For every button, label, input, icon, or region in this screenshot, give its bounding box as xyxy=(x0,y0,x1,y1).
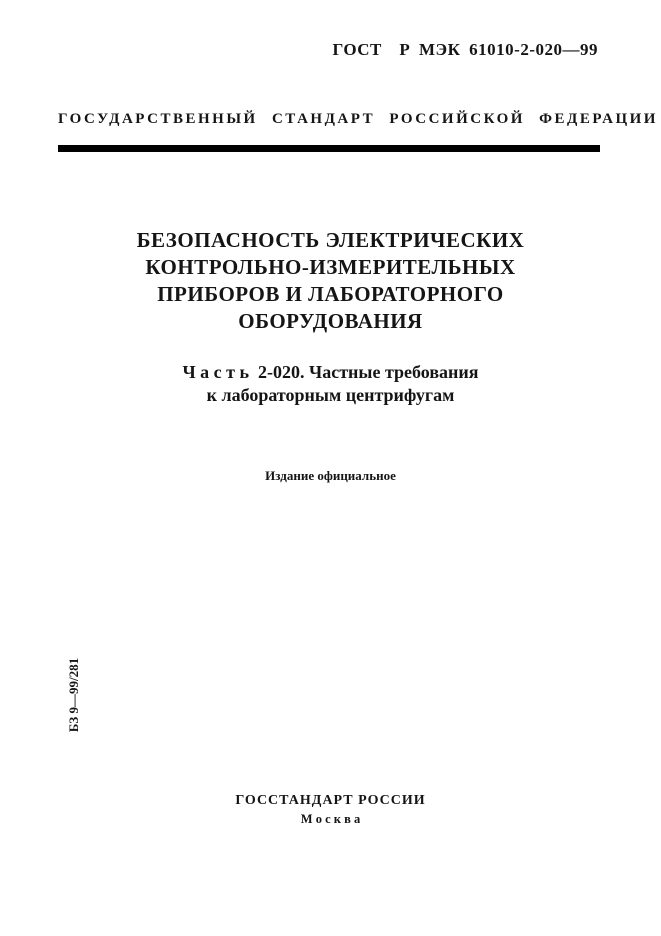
publisher-name: ГОССТАНДАРТ РОССИИ xyxy=(235,793,426,808)
publisher-city: М о с к в а xyxy=(300,812,361,826)
main-title-line: ОБОРУДОВАНИЯ xyxy=(238,309,423,333)
main-title-line: БЕЗОПАСНОСТЬ ЭЛЕКТРИЧЕСКИХ xyxy=(136,228,525,252)
doc-number: ГОСТ Р МЭК 61010-2-020—99 xyxy=(332,40,598,59)
header-band: ГОСУДАРСТВЕННЫЙ СТАНДАРТ РОССИЙСКОЙ ФЕДЕРАЦИИ xyxy=(58,111,658,127)
part-subtitle-line: к лабораторным центрифугам xyxy=(206,385,455,405)
main-title-line: ПРИБОРОВ И ЛАБОРАТОРНОГО xyxy=(157,282,504,306)
horizontal-rule xyxy=(58,145,600,152)
edition-note: Издание официальное xyxy=(265,468,396,483)
main-title xyxy=(0,227,661,335)
side-registration-code: БЗ 9—99/281 xyxy=(66,657,81,733)
main-title-line: КОНТРОЛЬНО-ИЗМЕРИТЕЛЬНЫХ xyxy=(145,255,516,279)
part-subtitle-line: Ч а с т ь 2-020. Частные требования xyxy=(182,362,479,382)
part-subtitle xyxy=(0,361,661,407)
